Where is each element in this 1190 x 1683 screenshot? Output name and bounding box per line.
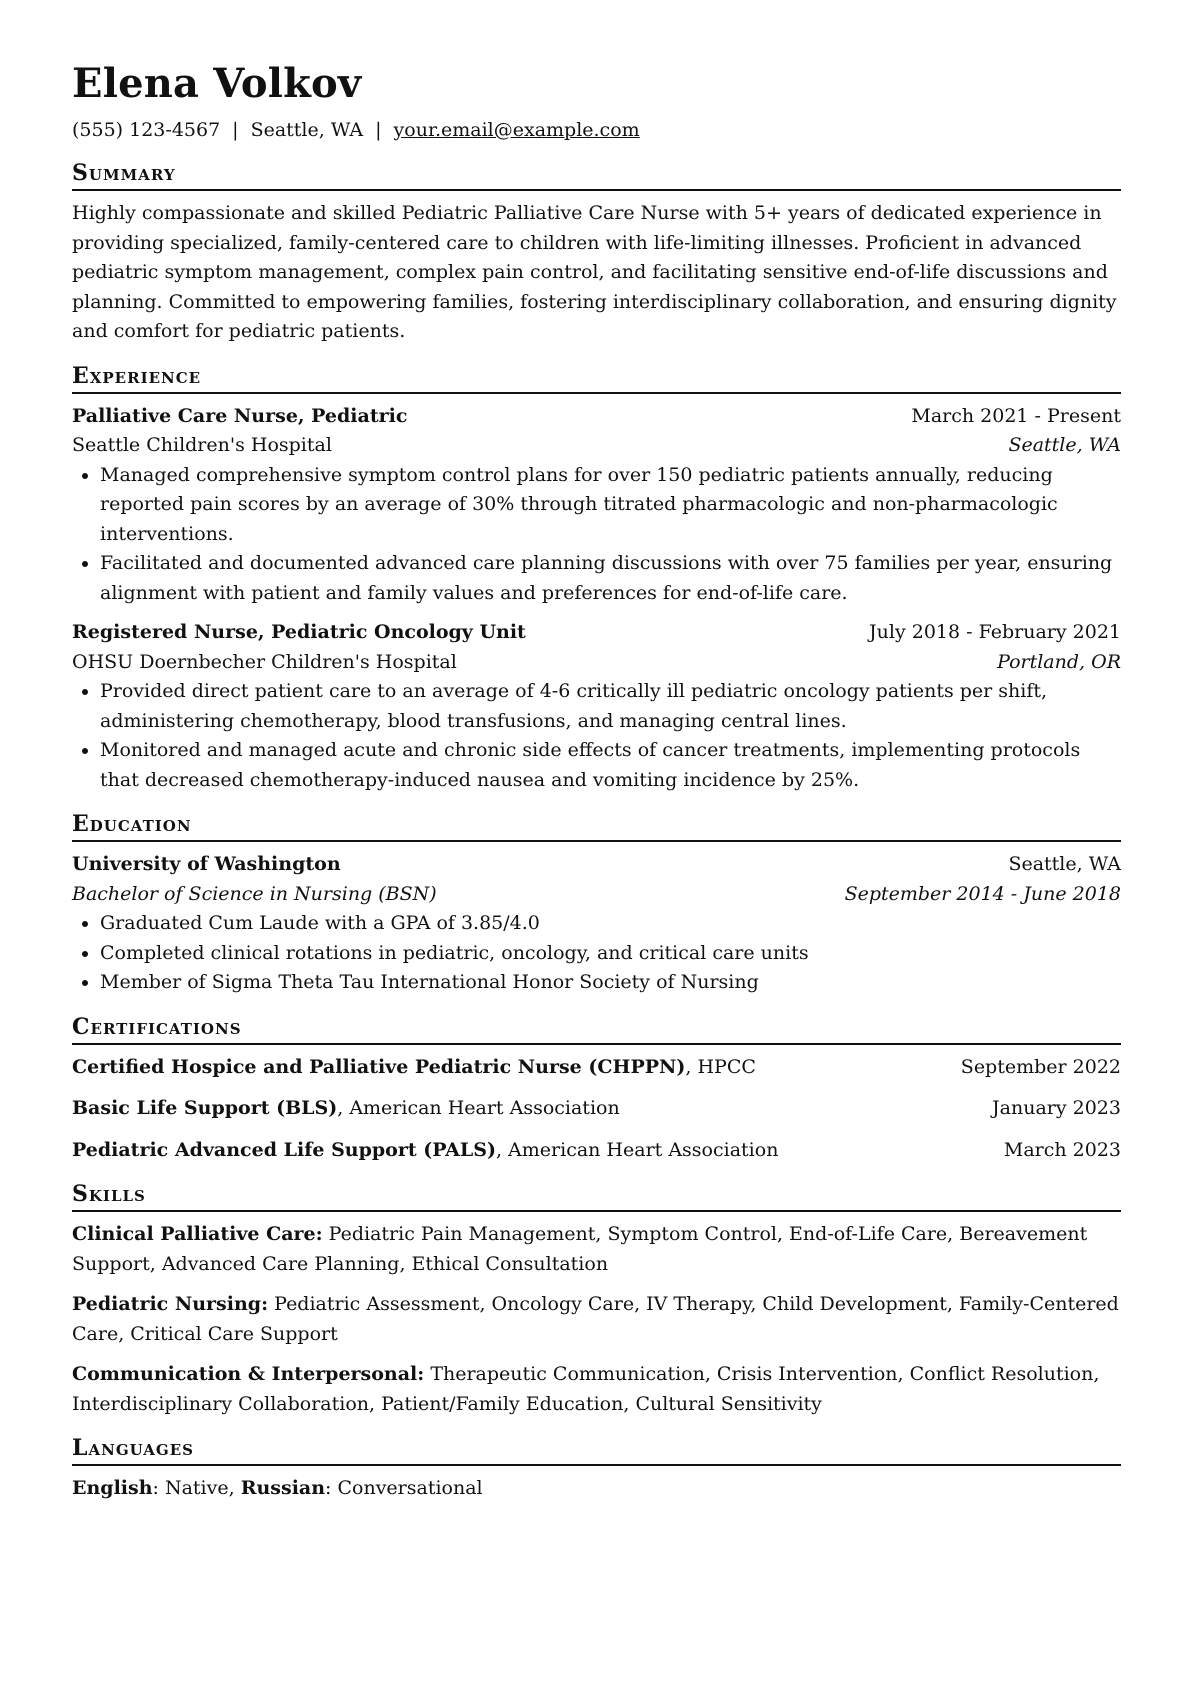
certification-row [72,1136,1121,1166]
candidate-name: Elena Volkov [72,60,362,107]
language-level: : Native, [152,1477,241,1499]
skill-label: Clinical Palliative Care: [72,1223,323,1245]
list-item: • Graduated Cum Laude with a GPA of 3.85/4.0 [100,909,1121,939]
education-entry [72,850,1121,998]
certification-row [72,1053,1121,1083]
job-employer: OHSU Doernbecher Children's Hospital [72,650,457,673]
job-dates: July 2018 - February 2021 [869,621,1121,643]
skill-group [72,1290,1121,1349]
skill-items: Therapeutic Communication, Crisis Intervention, Conflict Resolution, Interdisciplinary Collaboration, Patient/Family Education, Cultural Sensitivity [72,1363,1100,1415]
school-location: Seattle, WA [1008,853,1121,875]
job-location: Seattle, WA [1008,434,1121,456]
skill-group [72,1360,1121,1419]
certification-date: January 2023 [992,1097,1121,1119]
list-item: • Facilitated and documented advanced care planning discussions with over 75 families per year, ensuring alignment with patient and family values and preferences for end-of-life care. [100,549,1121,608]
section-title: Certifications [72,1012,1121,1045]
list-item: • Managed comprehensive symptom control plans for over 150 pediatric patients annually, reducing reported pain scores by an average of 30% through titrated pharmacologic and non-pharmacologic interventions. [100,461,1121,550]
section-title: Languages [72,1433,1121,1466]
job-entry [72,402,1121,609]
skill-label: Communication & Interpersonal: [72,1363,425,1385]
job-role: Palliative Care Nurse, Pediatric [72,404,408,427]
email-link[interactable]: your.email@example.com [393,119,640,141]
job-bullets [72,461,1121,609]
education-bullets [72,909,1121,998]
school-name: University of Washington [72,853,341,875]
skill-label: Pediatric Nursing: [72,1293,269,1315]
education-section [72,809,1121,998]
job-location: Portland, OR [997,650,1121,673]
contact-separator: | [232,119,239,141]
section-title: Experience [72,361,1121,394]
list-item: • Monitored and managed acute and chronic side effects of cancer treatments, implementing protocols that decreased chemotherapy-induced nausea and vomiting incidence by 25%. [100,736,1121,795]
section-title: Skills [72,1179,1121,1212]
job-bullets [72,677,1121,795]
certification-row [72,1094,1121,1124]
certification-date: September 2022 [960,1055,1121,1078]
job-employer: Seattle Children's Hospital [72,434,332,456]
education-dates: September 2014 - June 2018 [844,882,1121,905]
certification-issuer: , American Heart Association [495,1138,779,1161]
languages-line [72,1474,1121,1504]
certification-date: March 2023 [1003,1138,1121,1161]
summary-text: Highly compassionate and skilled Pediatric Palliative Care Nurse with 5+ years of dedicated experience in providing specialized, family-centered care to children with life-limiting illnesses. Proficient in advanced pediatric symptom management, complex pain control, and facilitating sensitive end-of-life discussions and planning. Committed to empowering families, fostering interdisciplinary collaboration, and ensuring dignity and comfort for pediatric patients. [72,202,1117,342]
job-entry [72,618,1121,795]
section-title: Summary [72,158,1121,191]
certification-issuer: , American Heart Association [337,1097,620,1119]
languages-section [72,1433,1121,1504]
certification-issuer: , HPCC [685,1055,756,1078]
job-dates: March 2021 - Present [911,404,1121,427]
list-item: • Provided direct patient care to an average of 4-6 critically ill pediatric oncology patients per shift, administering chemotherapy, blood transfusions, and managing central lines. [100,677,1121,736]
phone: (555) 123-4567 [72,119,221,141]
skills-section [72,1179,1121,1419]
section-title: Education [72,809,1121,842]
certifications-section [72,1012,1121,1166]
contact-separator: | [375,119,382,141]
location: Seattle, WA [250,119,364,141]
certification-name: Certified Hospice and Palliative Pediatric Nurse (CHPPN) [72,1055,686,1078]
list-item: • Completed clinical rotations in pediatric, oncology, and critical care units [100,939,1121,969]
experience-section [72,361,1121,796]
summary-section [72,158,1121,347]
language-name: English [72,1477,153,1499]
skill-group [72,1220,1121,1279]
degree: Bachelor of Science in Nursing (BSN) [72,882,437,905]
job-role: Registered Nurse, Pediatric Oncology Unit [72,621,526,643]
list-item: • Member of Sigma Theta Tau International Honor Society of Nursing [100,968,1121,998]
skill-items: Pediatric Pain Management, Symptom Control, End-of-Life Care, Bereavement Support, Advanced Care Planning, Ethical Consultation [72,1223,1088,1275]
certification-name: Pediatric Advanced Life Support (PALS) [72,1138,496,1161]
skill-items: Pediatric Assessment, Oncology Care, IV Therapy, Child Development, Family-Centered Care, Critical Care Support [72,1293,1119,1345]
language-level: : Conversational [325,1477,483,1499]
language-name: Russian [240,1477,326,1499]
resume-content [72,56,1121,1504]
contact-line [72,116,1121,144]
certification-name: Basic Life Support (BLS) [72,1097,338,1119]
